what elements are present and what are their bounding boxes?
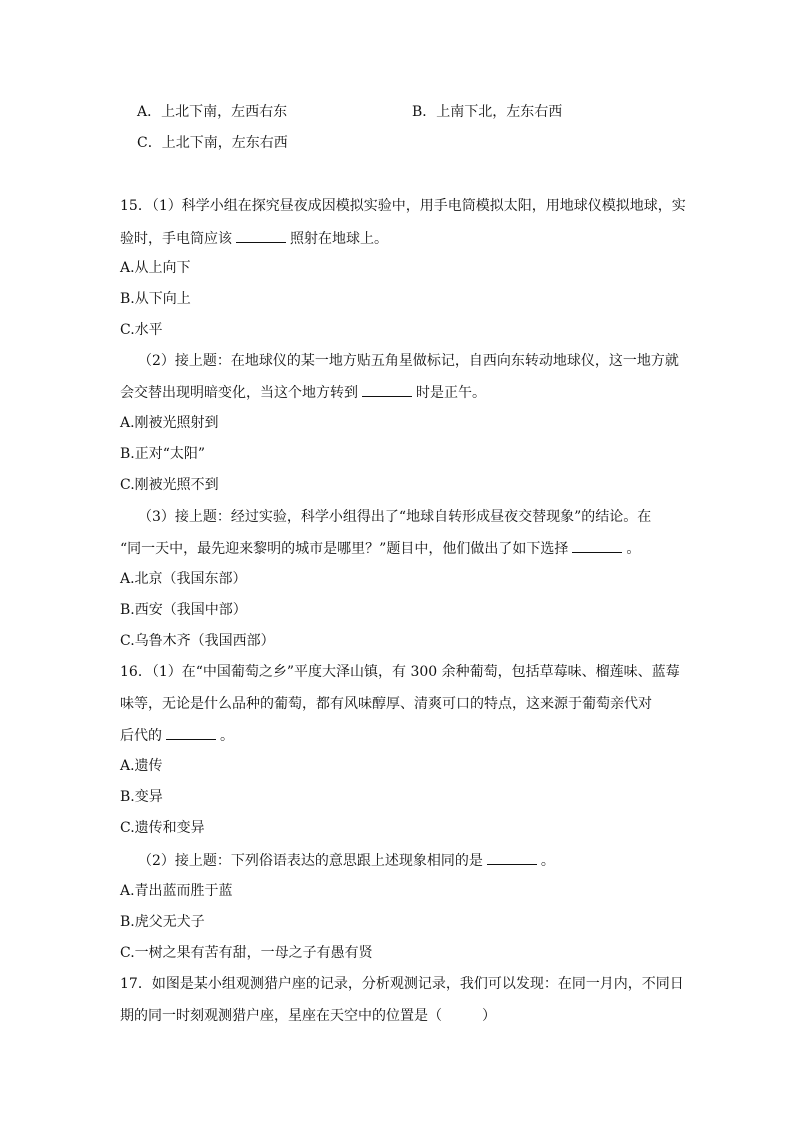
q15-part3-line2 [120,538,680,559]
q15-part1-text-a: 验时，手电筒应该 [120,231,232,247]
q17-line1: 17．如图是某小组观测猎户座的记录，分析观测记录，我们可以发现：在同一月内，不同日 [120,976,684,992]
q15-part1-line2 [120,228,680,249]
q14-option-a: A．上北下南，左西右东 [137,104,288,120]
q15-part3-text-b: 。 [626,541,641,557]
q14-option-c: C．上北下南，左东右西 [137,135,288,151]
q15-part1-option-c: C.水平 [120,322,163,338]
q15-part2-line1: （2）接上题：在地球仪的某一地方贴五角星做标记，自西向东转动地球仪，这一地方就 [138,353,679,369]
answer-blank [487,850,537,865]
q17-text-a: 期的同一时刻观测猎户座，星座在天空中的位置是（ [120,1008,442,1024]
q16-part1-text-b: 。 [220,728,234,744]
q16-part2-line1 [138,850,698,871]
q16-part1-line2: 味等，无论是什么品种的葡萄，都有风味醇厚、清爽可口的特点，这来源于葡萄亲代对 [120,696,652,712]
answer-blank [166,725,216,740]
q15-part2-text-b: 时是正午。 [416,385,486,401]
q15-part2-line2 [120,382,680,403]
q14-option-b: B．上南下北，左东右西 [412,104,563,120]
answer-blank [572,538,622,553]
q16-part2-option-c: C.一树之果有苦有甜，一母之子有愚有贤 [120,945,373,961]
q17-text-b: ） [482,1008,496,1024]
answer-blank [362,382,412,397]
q16-part1-text-a: 后代的 [120,728,162,744]
q15-part2-text-a: 会交替出现明暗变化，当这个地方转到 [120,385,358,401]
q15-part2-option-c: C.刚被光照不到 [120,477,219,493]
q16-part2-option-a: A.青出蓝而胜于蓝 [120,883,233,899]
q15-part3-line1: （3）接上题：经过实验，科学小组得出了“地球自转形成昼夜交替现象”的结论。在 [138,509,652,525]
q15-part3-option-b: B.西安（我国中部） [120,602,247,618]
q16-part1-option-a: A.遗传 [120,758,163,774]
q15-part1-text-b: 照射在地球上。 [290,231,388,247]
q15-part2-option-a: A.刚被光照射到 [120,415,219,431]
answer-blank [236,228,286,243]
q15-part1-line1: 15．（1）科学小组在探究昼夜成因模拟实验中，用手电筒模拟太阳，用地球仪模拟地球，实 [120,198,686,214]
q15-part3-text-a: “同一天中，最先迎来黎明的城市是哪里？”题目中，他们做出了如下选择 [120,541,569,557]
q16-part2-text-a: （2）接上题：下列俗语表达的意思跟上述现象相同的是 [138,853,483,869]
q16-part1-line1: 16．（1）在“中国葡萄之乡”平度大泽山镇，有 300 余种葡萄，包括草莓味、榴莲味、蓝莓 [120,664,680,680]
q15-part3-option-c: C.乌鲁木齐（我国西部） [120,633,275,649]
q16-part1-option-c: C.遗传和变异 [120,820,205,836]
q17-line2 [120,1006,680,1026]
q16-part2-text-b: 。 [540,853,555,869]
q16-part2-option-b: B.虎父无犬子 [120,914,205,930]
q16-part1-option-b: B.变异 [120,789,163,805]
q15-part3-option-a: A.北京（我国东部） [120,571,247,587]
q15-part2-option-b: B.正对“太阳” [120,446,206,462]
q15-part1-option-b: B.从下向上 [120,291,191,307]
q16-part1-line3 [120,725,680,746]
q15-part1-option-a: A.从上向下 [120,260,191,276]
